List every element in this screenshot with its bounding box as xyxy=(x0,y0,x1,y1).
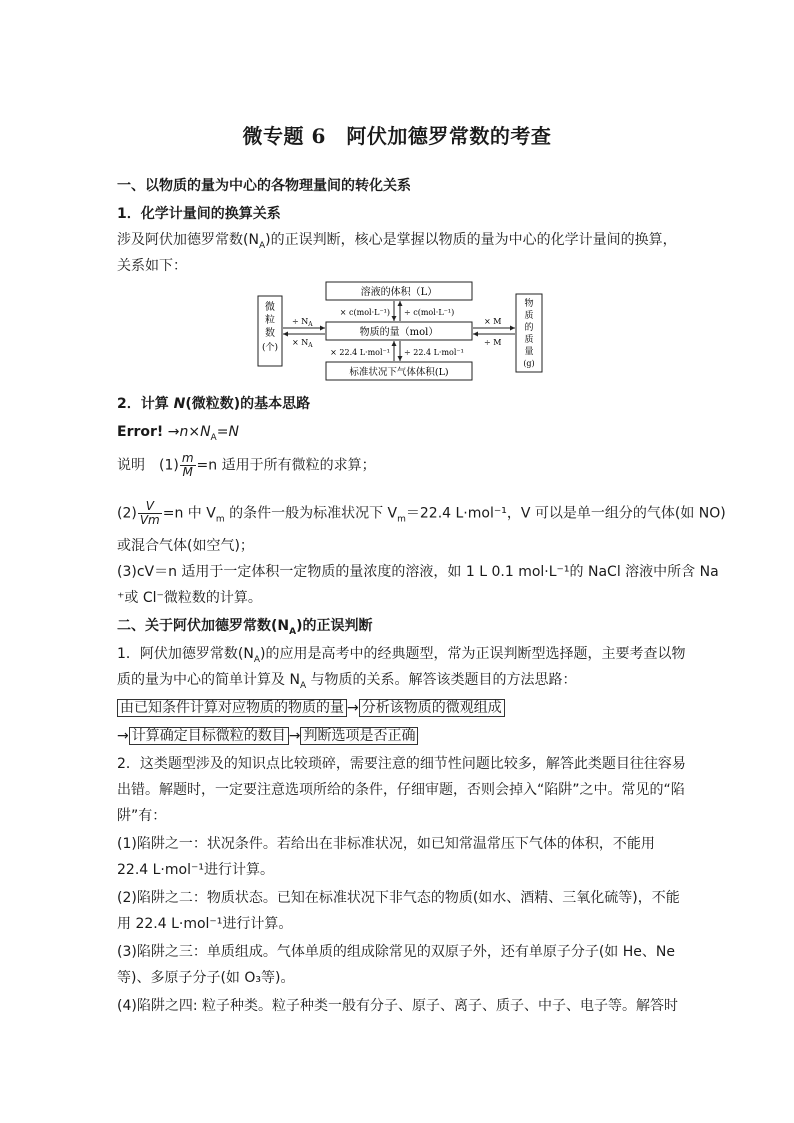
left-label: (个) xyxy=(261,343,279,353)
page-title: 微专题 6 阿伏加德罗常数的考查 xyxy=(242,124,552,148)
paragraph-line: 质的量为中心的简单计算及 $N_A$ 与物质的关系。解答该类题目的方法思路： xyxy=(117,672,577,691)
right-label: (g) xyxy=(523,359,535,368)
method-step-box: 判断选项是否正确 xyxy=(300,727,418,745)
paragraph-line: 1．阿伏加德罗常数$(N_A)$的应用是高考中的经典题型，常为正误判断型选择题，主要考查以物 xyxy=(117,646,686,665)
formula-line: Error! $\to n\times N_A=N$ xyxy=(117,424,239,443)
method-step-box: 由已知条件计算对应物质的物质的量 xyxy=(117,699,347,717)
fraction: $\frac{V}{Vm}$ xyxy=(139,499,160,527)
conversion-diagram xyxy=(250,278,550,384)
arrow-head xyxy=(510,326,515,331)
arrow-head xyxy=(398,301,403,306)
paragraph-line: ⁺或 Cl⁻微粒数的计算。 xyxy=(117,590,262,606)
right-label: 量 xyxy=(524,347,534,357)
fraction: $\frac{m}{M}$ xyxy=(181,451,194,479)
paragraph-line: 涉及阿伏加德罗常数$(N_A)$的正误判断，核心是掌握以物质的量为中心的化学计量间的换算， xyxy=(117,232,677,251)
paragraph-line: 出错。解题时，一定要注意选项所给的条件，仔细审题，否则会掉入“陷阱”之中。常见的“陷 xyxy=(117,782,685,798)
right-label: 质 xyxy=(524,335,534,345)
arrow-label: ÷ c(mol·L⁻¹) xyxy=(404,308,455,317)
center-label: 物质的量（mol） xyxy=(359,327,439,338)
arrow-label: × 22.4 L·mol⁻¹ xyxy=(330,348,390,357)
method-flow-2: → 计算确定目标微粒的数目 → 判断选项是否正确 xyxy=(117,726,418,746)
trap-1: (1)陷阱之一：状况条件。若给出在非标准状况，如已知常温常压下气体的体积，不能用 xyxy=(117,836,655,852)
section-heading-2: 二、关于阿伏加德罗常数$(N_A)$的正误判断 xyxy=(117,618,373,637)
arrow-label: ÷ $N_A$ xyxy=(292,317,313,328)
arrow-head xyxy=(473,332,478,337)
arrow-label: × M xyxy=(484,317,502,326)
trap-1-cont: 22.4 L·mol⁻¹进行计算。 xyxy=(117,862,274,878)
left-label: 粒 xyxy=(265,315,275,326)
note-line-1: 说明 (1) $\frac{m}{M}$ =n 适用于所有微粒的求算； xyxy=(117,451,376,479)
top-label: 溶液的体积（L） xyxy=(360,287,438,298)
trap-3: (3)陷阱之三：单质组成。气体单质的组成除常见的双原子外，还有单原子分子(如 He、Ne xyxy=(117,944,675,960)
paragraph-line: 关系如下： xyxy=(117,258,187,274)
paragraph-line: 2．这类题型涉及的知识点比较琐碎，需要注意的细节性问题比较多，解答此类题目往往容易 xyxy=(117,756,686,772)
trap-2-cont: 用 22.4 L·mol⁻¹进行计算。 xyxy=(117,916,293,932)
arrow-label: ÷ M xyxy=(484,338,502,347)
method-step-box: 计算确定目标微粒的数目 xyxy=(129,727,289,745)
right-label: 质 xyxy=(524,311,534,321)
left-label: 数 xyxy=(265,328,275,339)
note-line-2: (2) $\frac{V}{Vm}$ =n 中 $V_m$ 的条件一般为标准状况下 $V_m=22.4$ L·mol⁻¹，V 可以是单一组分的气体(如 NO) xyxy=(117,499,726,527)
method-step-box: 分析该物质的微观组成 xyxy=(359,699,505,717)
paragraph-line: 阱”有： xyxy=(117,808,167,824)
subsection-heading-2: 2．计算 N(微粒数)的基本思路 xyxy=(117,396,311,412)
bottom-label: 标准状况下气体体积(L) xyxy=(349,367,449,378)
arrow-head xyxy=(320,326,325,331)
arrow-head xyxy=(392,316,397,321)
arrow-head xyxy=(283,332,288,337)
arrow-label: ÷ 22.4 L·mol⁻¹ xyxy=(404,348,464,357)
subsection-heading-1: 1．化学计量间的换算关系 xyxy=(117,206,281,222)
right-label: 物 xyxy=(524,299,534,309)
arrow-label: × c(mol·L⁻¹) xyxy=(339,308,390,317)
left-label: 微 xyxy=(265,302,275,313)
section-heading-1: 一、以物质的量为中心的各物理量间的转化关系 xyxy=(117,178,411,194)
method-flow-1: 由已知条件计算对应物质的物质的量 → 分析该物质的微观组成 xyxy=(117,698,505,718)
trap-4: (4)陷阱之四: 粒子种类。粒子种类一般有分子、原子、离子、质子、中子、电子等。解答时 xyxy=(117,998,678,1014)
arrow-head xyxy=(392,341,397,346)
paragraph-line: 或混合气体(如空气)； xyxy=(117,538,254,554)
paragraph-line: (3)cV＝n 适用于一定体积一定物质的量浓度的溶液，如 1 L 0.1 mol·L⁻¹的 NaCl 溶液中所含 Na xyxy=(117,564,719,580)
right-label: 的 xyxy=(524,323,534,333)
trap-2: (2)陷阱之二：物质状态。已知在标准状况下非气态的物质(如水、酒精、三氧化硫等)，不能 xyxy=(117,890,680,906)
arrow-label: × $N_A$ xyxy=(292,338,313,349)
trap-3-cont: 等)、多原子分子(如 O₃等)。 xyxy=(117,970,295,986)
arrow-head xyxy=(398,356,403,361)
